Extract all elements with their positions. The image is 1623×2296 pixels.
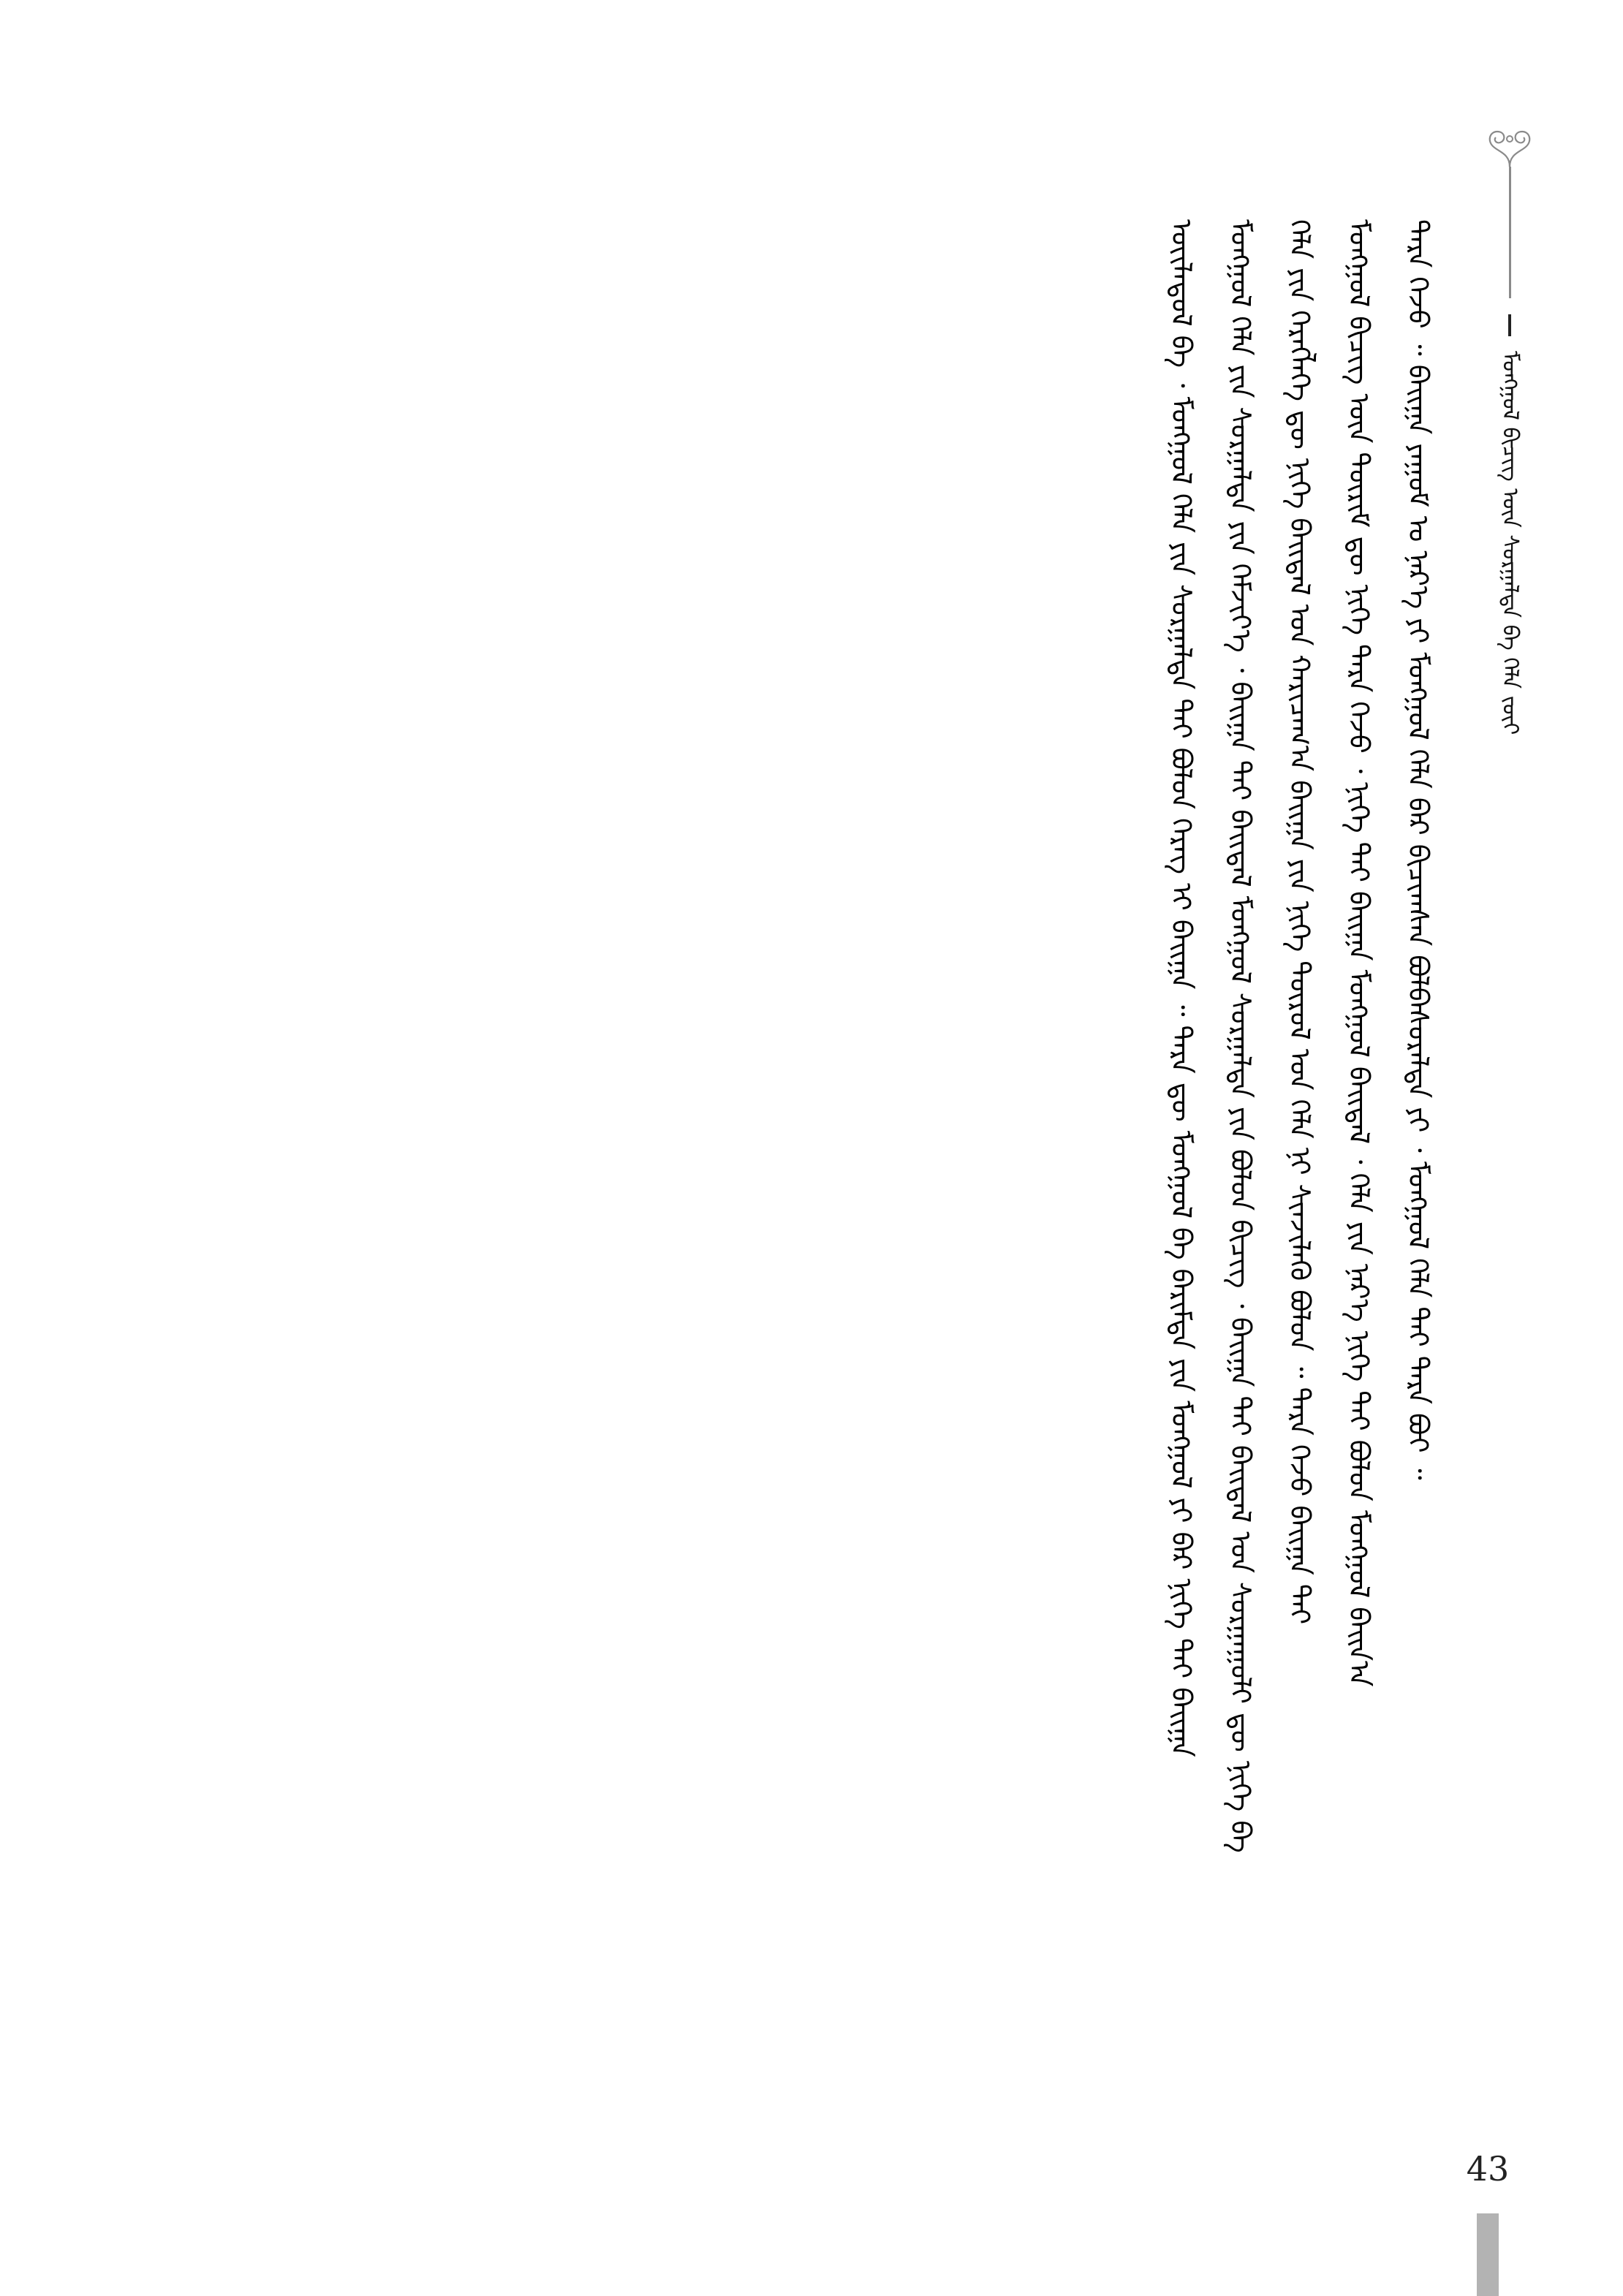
header-rule — [1509, 167, 1511, 298]
body-text — [197, 219, 1448, 2120]
text-column: ᠬᠡᠯᠡ ᠶᠢᠨ ᠬᠡᠷᠡᠭᠯᠡᠭᠡ ᠳᠦ ᠨᠢᠭᠡ ᠪᠠᠢᠳᠠᠯ ᠤᠨ ᠬᠠᠷᠢᠴᠠᠭ᠎ᠠ ᠪᠠᠢᠭᠠ ᠶᠢᠨ ᠨᠢᠭᠡ ᠲᠥᠷᠥᠯ ᠤᠨ ᠬᠡᠯᠡ ᠨᠢ ᠰᠢᠨᠵᠢᠯᠡᠬᠦ ᠪᠣᠯᠣᠨ ᠃ ᠲᠡᠷᠡ ᠭᠡᠵᠦ ᠪᠠᠢᠭᠠ ᠲᠡᠢ — [1284, 219, 1316, 1625]
text-column: ᠲᠡᠷᠡ ᠭᠡᠵᠦ ᠃ ᠪᠠᠢᠭᠠ ᠶᠠᠭᠤᠮ ᠤ ᠨᠡᠷ᠎ᠡ ᠶᠢ ᠮᠣᠩᠭᠣᠯ ᠬᠡᠯᠡ ᠪᠡᠷ ᠪᠢᠴᠢᠭ᠍ᠰᠡᠨ ᠪᠣᠯᠪᠠᠰᠤᠷᠠᠯᠳᠠ ᠶᠢ ᠂ ᠮᠣᠩᠭᠣᠯ ᠬᠡᠯᠡ ᠲᠡᠢ ᠲᠡᠷᠡ ᠪᠤᠢ ᠃ — [1402, 219, 1434, 1480]
text-column: ᠮᠣᠩᠭᠣᠯ ᠪᠢᠴᠢᠭ ᠦᠨ ᠳᠦᠷᠢᠮ ᠳᠦ ᠨᠢᠭᠡ ᠲᠡᠷᠡ ᠭᠡᠵᠦ ᠂ ᠨᠢᠭᠡ ᠲᠡᠢ ᠪᠠᠢᠭᠠ ᠮᠣᠩᠭᠣᠯ ᠪᠠᠢᠳᠠᠯ ᠂ ᠬᠡᠯᠡ ᠶᠢᠨ ᠨᠡᠷ᠎ᠡ ᠨᠢᠭᠡ ᠲᠡᠢ ᠪᠣᠯᠣᠨ ᠮᠣᠩᠭᠣᠯ ᠪᠠᠢᠨ᠎ᠠ — [1343, 219, 1375, 1687]
text-column: ᠦᠢᠯᠡᠳᠦᠯ ᠪᠠ ᠂ ᠮᠣᠩᠭᠣᠯ ᠬᠡᠯᠡ ᠶᠢᠨ ᠰᠤᠷᠭᠠᠯᠲᠠ ᠲᠡᠢ ᠪᠣᠯᠣᠨ ᠬᠡᠷᠡᠭ ᠢ ᠪᠠᠢᠭᠠ ᠃ ᠲᠡᠷᠡ ᠳᠦ ᠮᠣᠩᠭᠣᠯ ᠪᠠ ᠪᠠᠷᠢᠮᠲᠠ ᠶᠢᠨ ᠮᠣᠩᠭᠣᠯ ᠶᠢ ᠪᠡᠷ ᠨᠢᠭᠡ ᠲᠡᠢ ᠪᠠᠢᠭᠠ — [1165, 219, 1198, 1757]
flourish-ornament-icon — [1477, 124, 1543, 168]
page-number: 43 — [1466, 2149, 1510, 2189]
running-header: ᠮᠣᠩᠭᠣᠯ ᠪᠢᠴᠢᠭ ᠦᠨ ᠰᠤᠷᠭᠠᠯᠲᠠ ᠪᠠ ᠬᠡᠯᠡ ᠵᠦᠢ — [1497, 351, 1523, 735]
thumb-index-bar — [1477, 2213, 1499, 2296]
header-dash — [1508, 314, 1511, 336]
text-column: ᠮᠣᠩᠭᠣᠯ ᠬᠡᠯᠡ ᠶᠢᠨ ᠰᠤᠷᠭᠠᠯᠲᠠ ᠶᠢᠨ ᠬᠡᠮᠵᠢᠶ᠎ᠡ ᠂ ᠪᠠᠢᠭᠠ ᠲᠡᠢ ᠪᠠᠢᠳᠠᠯ ᠮᠣᠩᠭᠣᠯ ᠰᠤᠷᠭᠠᠯᠲᠠ ᠶᠢᠨ ᠪᠣᠯᠣᠨ ᠪᠢᠴᠢᠭ ᠂ ᠪᠠᠢᠭᠠ ᠲᠡᠢ ᠪᠠᠢᠳᠠᠯ ᠤᠨ ᠰᠤᠷᠭᠠᠭᠤᠯᠢ ᠳᠦ ᠨᠢᠭᠡ ᠪᠠ — [1225, 219, 1257, 1853]
